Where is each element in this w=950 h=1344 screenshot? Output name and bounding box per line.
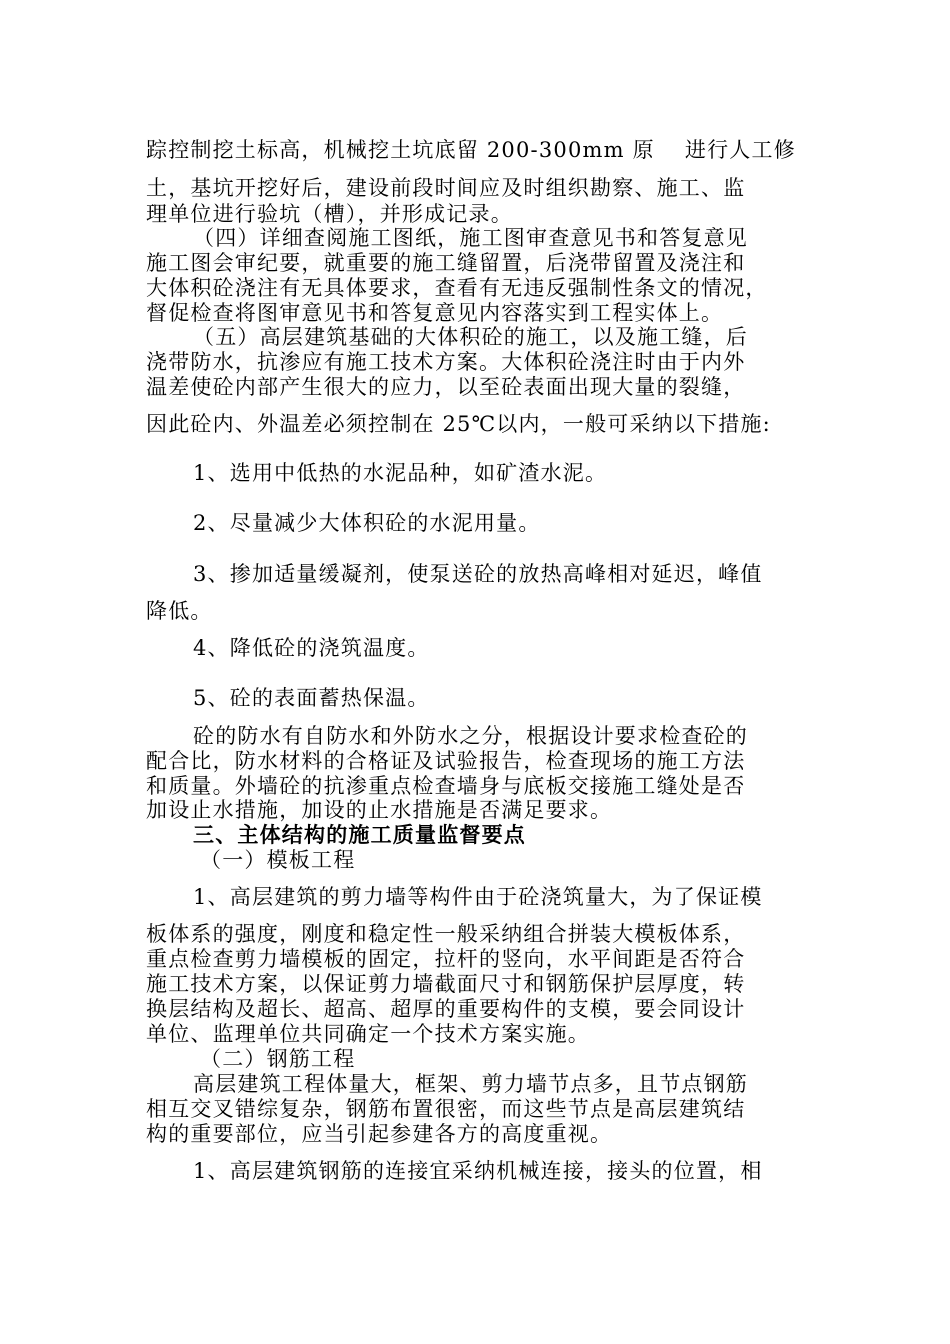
text-line: 单位、监理单位共同确定一个技术方案实施。 [146,1022,590,1046]
text-line: 砼的防水有自防水和外防水之分，根据设计要求检查砼的 [193,724,748,748]
text-line: 施工技术方案，以保证剪力墙截面尺寸和钢筋保护层厚度，转 [146,972,746,996]
list-item: 3、掺加适量缓凝剂，使泵送砼的放热高峰相对延迟，峰值 [193,562,763,586]
text-line: 降低。 [146,599,213,623]
text-line: 理单位进行验坑（槽），并形成记录。 [146,202,513,226]
text-line: 浇带防水，抗渗应有施工技术方案。大体积砼浇注时由于内外 [146,350,746,374]
text-line: 土，基坑开挖好后，建设前段时间应及时组织勘察、施工、监 [146,176,746,200]
text-line: （四）详细查阅施工图纸，施工图审查意见书和答复意见 [193,226,748,250]
text-line: 配合比，防水材料的合格证及试验报告，检查现场的施工方法 [146,749,746,773]
list-item: 1、选用中低热的水泥品种，如矿渣水泥。 [193,461,608,485]
text-line: 和质量。外墙砼的抗渗重点检查墙身与底板交接施工缝处是否 [146,774,746,798]
text-line: 相互交叉错综复杂，钢筋布置很密，而这些节点是高层建筑结 [146,1097,746,1121]
text-line: 施工图会审纪要，就重要的施工缝留置，后浇带留置及浇注和 [146,251,746,275]
list-item: 2、尽量减少大体积砼的水泥用量。 [193,511,541,535]
list-item: 1、高层建筑的剪力墙等构件由于砼浇筑量大，为了保证模 [193,885,763,909]
text-line: 板体系的强度，刚度和稳定性一般采纳组合拼装大模板体系， [146,922,746,946]
text-line: 加设止水措施，加设的止水措施是否满足要求。 [146,798,613,822]
text-line: 重点检查剪力墙模板的固定，拉杆的竖向，水平间距是否符合 [146,947,746,971]
section-heading: 三、主体结构的施工质量监督要点 [193,822,526,847]
list-item: 4、降低砼的浇筑温度。 [193,636,430,660]
list-item: 1、高层建筑钢筋的连接宜采纳机械连接，接头的位置，相 [193,1159,763,1183]
text-line: 大体积砼浇注有无具体要求，查看有无违反强制性条文的情况， [146,276,768,300]
text-line: （五）高层建筑基础的大体积砼的施工，以及施工缝，后 [193,325,748,349]
text-line: 换层结构及超长、超高、超厚的重要构件的支模，要会同设计 [146,997,746,1021]
text-line: 温差使砼内部产生很大的应力，以至砼表面出现大量的裂缝， [146,375,746,399]
text-line: 高层建筑工程体量大，框架、剪力墙节点多，且节点钢筋 [193,1072,748,1096]
text-line: 构的重要部位，应当引起参建各方的高度重视。 [146,1122,613,1146]
text-line: 因此砼内、外温差必须控制在 25℃以内，一般可采纳以下措施: [146,412,771,436]
subsection-heading: （一）模板工程 [200,848,356,872]
text-line: 踪控制挖土标高，机械挖土坑底留 200-300mm 原 进行人工修 [146,138,796,162]
subsection-heading: （二）钢筋工程 [200,1047,356,1071]
list-item: 5、砼的表面蓄热保温。 [193,686,430,710]
text-line: 督促检查将图审意见书和答复意见内容落实到工程实体上。 [146,301,724,325]
